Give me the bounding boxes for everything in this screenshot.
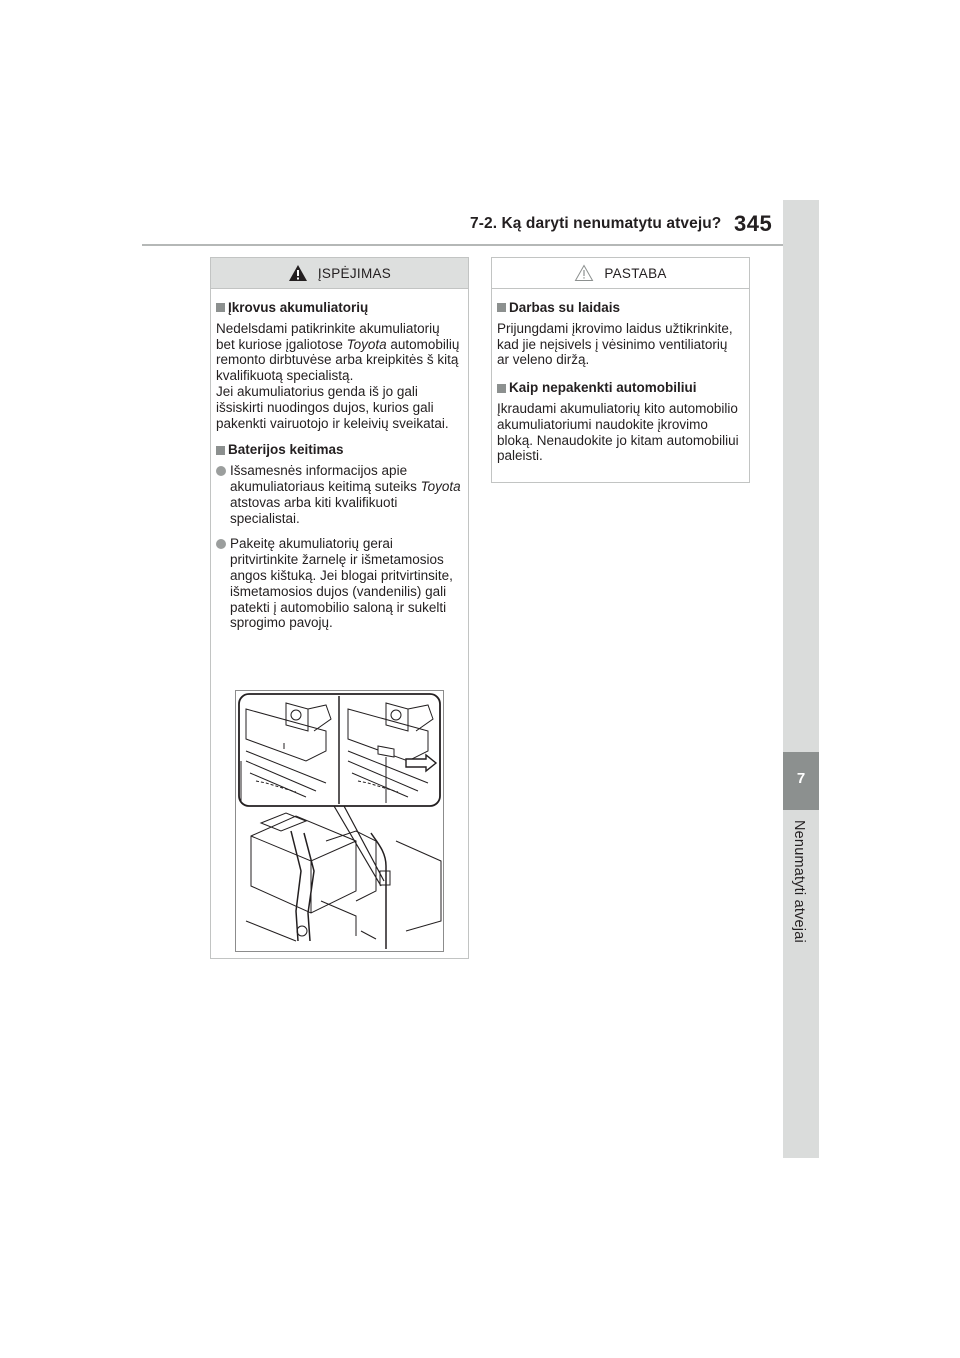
round-bullet-icon — [216, 539, 226, 549]
section-title: 7-2. Ką daryti nenumatytu atveju? — [470, 215, 722, 232]
square-bullet-icon — [216, 446, 225, 455]
battery-illustration — [235, 690, 444, 952]
chapter-number-box — [783, 752, 819, 810]
round-bullet-icon — [216, 466, 226, 476]
square-bullet-icon — [497, 384, 506, 393]
list-item: Išsamesnės informacijos apie akumuliatoriaus keitimą suteiks Toyota atstovas arba kiti kvalifikuoti specialistai. — [216, 463, 462, 526]
warning-subheading-charging: Įkrovus akumuliatorių — [216, 300, 462, 316]
note-subheading-vehicle: Kaip nepakenkti automobiliui — [497, 380, 743, 396]
warning-heading: ĮSPĖJIMAS — [317, 265, 392, 281]
chapter-label: Nenumatyti atvejai — [791, 820, 807, 943]
chapter-side-tab — [783, 200, 819, 1158]
square-bullet-icon — [497, 303, 506, 312]
note-cables-text: Prijungdami įkrovimo laidus užtikrinkite, kad jie neįsivels į vėsinimo ventiliatorių ar veleno diržą. — [497, 320, 733, 368]
note-subheading-cables: Darbas su laidais — [497, 300, 743, 316]
terminal-detail-left — [241, 703, 331, 801]
chapter-number: 7 — [796, 770, 806, 787]
note-header — [492, 258, 749, 289]
square-bullet-icon — [216, 303, 225, 312]
terminal-detail-right — [348, 703, 436, 803]
battery-main — [246, 813, 441, 949]
header-divider — [142, 244, 784, 246]
note-heading: PASTABA — [604, 265, 667, 281]
page-number: 345 — [734, 211, 773, 236]
caution-outline-triangle-icon — [574, 264, 594, 282]
warning-charging-text: Nedelsdami patikrinkite akumuliatorių bet kuriose įgaliotose Toyota automobilių remonto dirbtuvėse arba kreipkitės š kitą kvalifikuotą specialistą. Jei akumuliatorius genda iš jo gali išsiskirti nuodingos dujos, kurios gali pakenkti vairuotojo ir keleivių sveikatai. — [216, 320, 460, 431]
note-box — [491, 257, 750, 483]
warning-subheading-battery: Baterijos keitimas — [216, 442, 462, 458]
warning-triangle-icon — [288, 264, 308, 282]
list-item: Pakeitę akumuliatorių gerai pritvirtinkite žarnelę ir išmetamosios angos kištuką. Jei blogai pritvirtinsite, išmetamosios dujos (vandenilis) gali patekti į automobilio saloną ir sukelti sprogimo pavojų. — [216, 536, 462, 631]
note-vehicle-text: Įkraudami akumuliatorių kito automobilio akumuliatoriumi naudokite įkrovimo bloką. Nenaudokite jo kitam automobiliui paleisti. — [497, 400, 739, 464]
warning-header — [211, 258, 468, 289]
